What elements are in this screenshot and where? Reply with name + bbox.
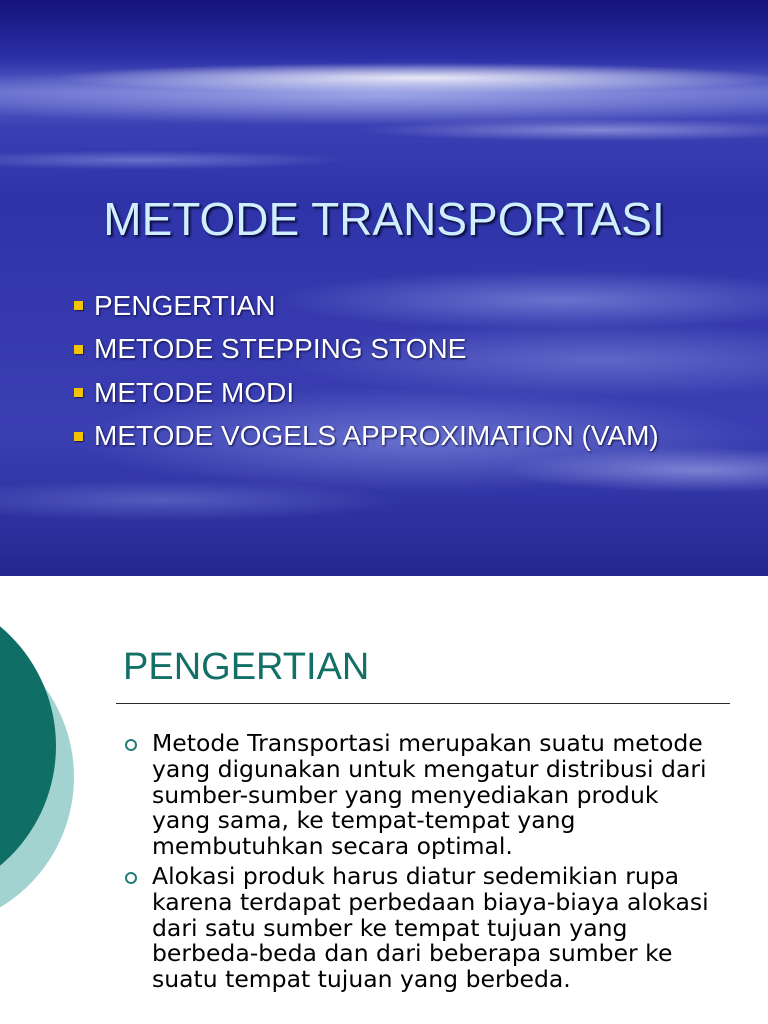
circle-bullet-icon bbox=[125, 872, 137, 884]
list-item-label: METODE STEPPING STONE bbox=[94, 333, 467, 365]
list-item-label: METODE MODI bbox=[94, 376, 295, 408]
list-item-label: PENGERTIAN bbox=[94, 289, 276, 321]
square-bullet-icon bbox=[74, 345, 83, 354]
slide-2-title: PENGERTIAN bbox=[123, 646, 370, 688]
list-item-text: Metode Transportasi merupakan suatu metode yang digunakan untuk mengatur distribusi dari sumber-sumber yang menyediakan produk yang sama, ke tempat-tempat yang membutuhkan secara optimal. bbox=[152, 729, 707, 861]
list-item bbox=[124, 731, 724, 860]
list-item-label: METODE VOGELS APPROXIMATION (VAM) bbox=[94, 420, 659, 452]
slide-1-bullet-list bbox=[74, 284, 659, 458]
list-item bbox=[124, 861, 724, 994]
square-bullet-icon bbox=[74, 432, 83, 441]
list-item bbox=[74, 328, 659, 372]
square-bullet-icon bbox=[74, 301, 83, 310]
circle-bullet-icon bbox=[125, 739, 137, 751]
slide-2-bullet-list bbox=[124, 731, 724, 997]
title-divider bbox=[116, 703, 730, 704]
slide-1-title: METODE TRANSPORTASI bbox=[103, 193, 665, 245]
square-bullet-icon bbox=[74, 388, 83, 397]
list-item bbox=[74, 284, 659, 328]
list-item-text: Alokasi produk harus diatur sedemikian rupa karena terdapat perbedaan biaya-biaya alokasi dari satu sumber ke tempat tujuan yang berbeda-beda dan dari beberapa sumber ke suatu tempat tujuan yang berbeda. bbox=[152, 861, 709, 994]
list-item bbox=[74, 371, 659, 415]
list-item bbox=[74, 415, 659, 459]
